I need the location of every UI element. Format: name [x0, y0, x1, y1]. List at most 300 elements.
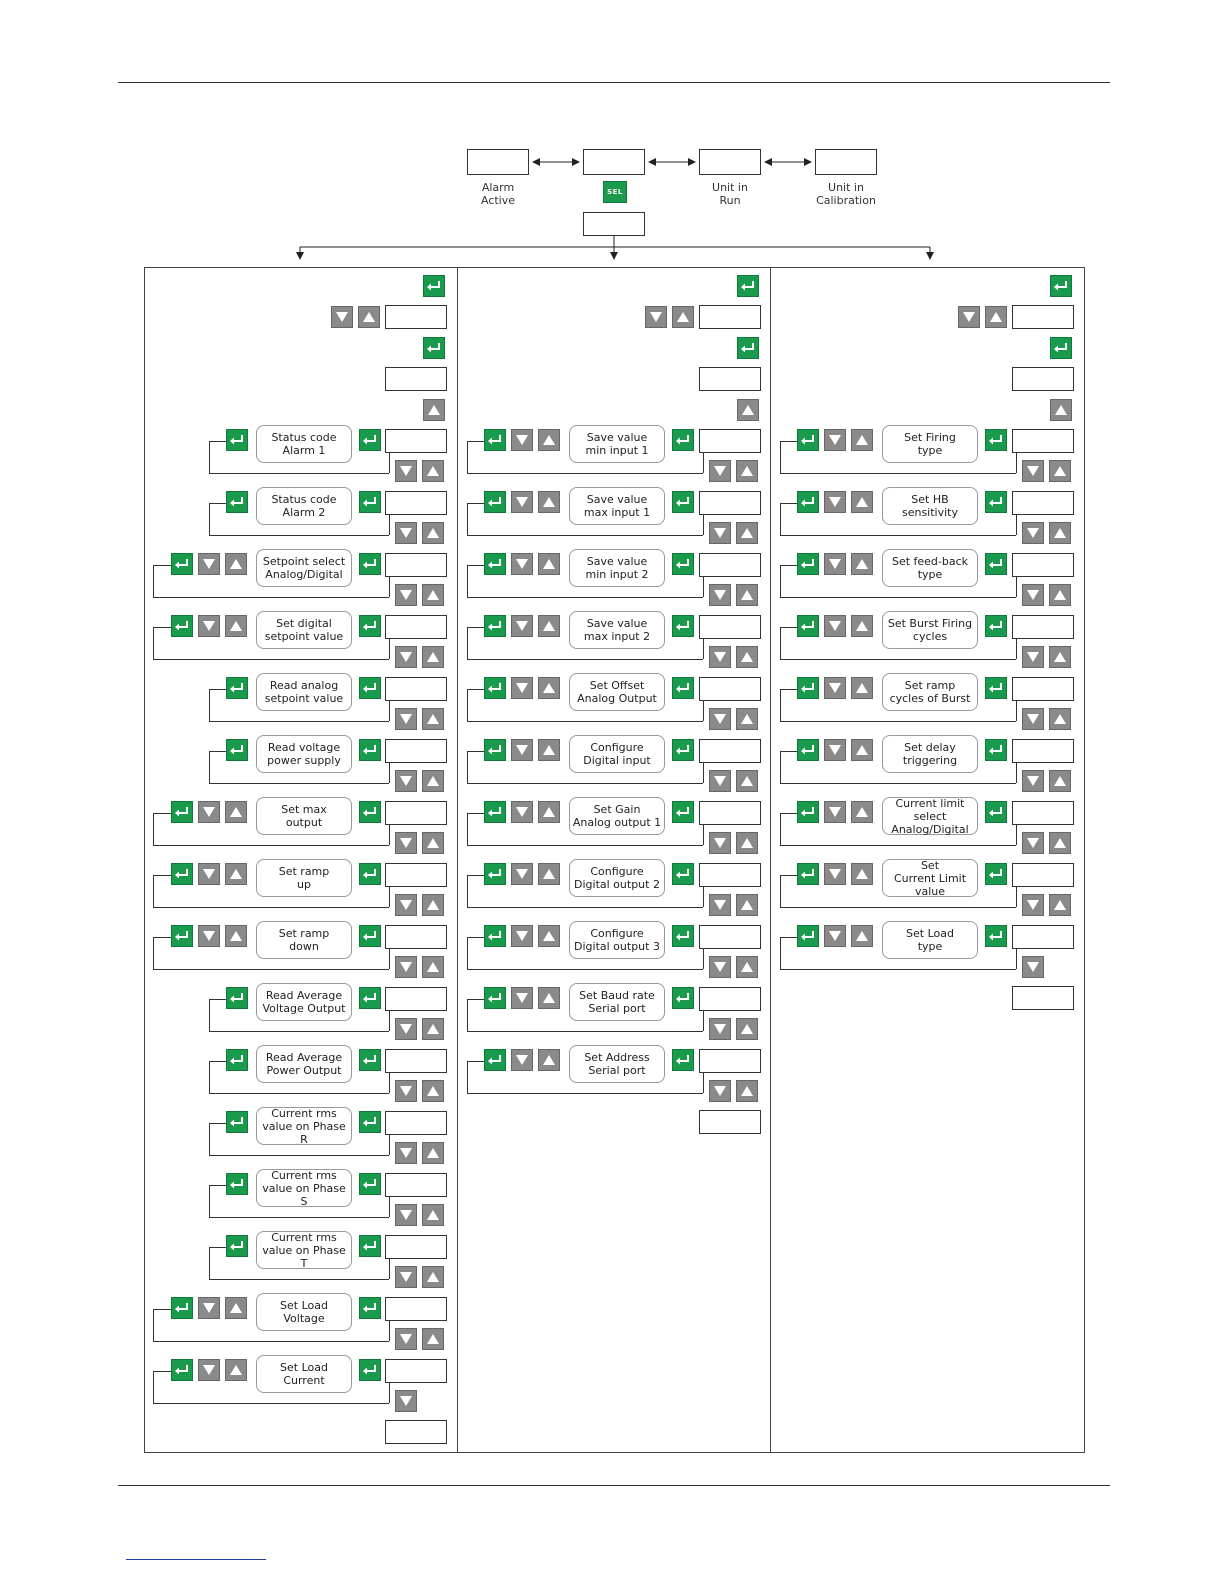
enter-button[interactable] [797, 863, 819, 885]
enter-button[interactable] [672, 863, 694, 885]
down-arrow-button[interactable] [709, 894, 731, 916]
enter-button[interactable] [171, 615, 193, 637]
menu-item[interactable]: Setpoint select Analog/Digital [256, 549, 352, 587]
enter-button[interactable] [672, 429, 694, 451]
down-arrow-button[interactable] [824, 677, 846, 699]
down-arrow-button[interactable] [511, 987, 533, 1009]
down-arrow-button[interactable] [958, 306, 980, 328]
up-arrow-icon [542, 806, 556, 818]
display-box [385, 1235, 447, 1259]
enter-button[interactable] [359, 1173, 381, 1195]
up-arrow-button[interactable] [422, 1080, 444, 1102]
enter-button[interactable] [985, 677, 1007, 699]
up-arrow-button[interactable] [422, 460, 444, 482]
up-arrow-button[interactable] [422, 708, 444, 730]
menu-item[interactable]: Read Average Power Output [256, 1045, 352, 1083]
down-arrow-icon [828, 806, 842, 818]
up-arrow-button[interactable] [851, 553, 873, 575]
down-arrow-button[interactable] [824, 553, 846, 575]
enter-button[interactable] [672, 987, 694, 1009]
enter-button[interactable] [359, 615, 381, 637]
menu-item[interactable]: Set Address Serial port [569, 1045, 665, 1083]
enter-button[interactable] [797, 615, 819, 637]
enter-button[interactable] [797, 491, 819, 513]
enter-icon [362, 619, 378, 633]
menu-item[interactable]: Set Current Limit value [882, 859, 978, 897]
down-arrow-button[interactable] [395, 646, 417, 668]
footer-link-underline[interactable] [126, 1559, 266, 1560]
menu-item[interactable]: Set ramp down [256, 921, 352, 959]
enter-button[interactable] [484, 987, 506, 1009]
down-arrow-button[interactable] [1022, 584, 1044, 606]
enter-button[interactable] [672, 553, 694, 575]
down-arrow-button[interactable] [198, 1297, 220, 1319]
enter-button[interactable] [226, 1235, 248, 1257]
up-arrow-button[interactable] [851, 677, 873, 699]
up-arrow-button[interactable] [422, 770, 444, 792]
loop-line-bottom [780, 659, 1016, 660]
enter-button[interactable] [359, 553, 381, 575]
down-arrow-button[interactable] [645, 306, 667, 328]
enter-button[interactable] [484, 615, 506, 637]
menu-item[interactable]: Set Load type [882, 921, 978, 959]
up-arrow-icon [740, 961, 754, 973]
down-arrow-button[interactable] [511, 1049, 533, 1071]
menu-item[interactable]: Set Load Current [256, 1355, 352, 1393]
enter-button[interactable] [484, 801, 506, 823]
up-arrow-button[interactable] [1049, 522, 1071, 544]
down-arrow-button[interactable] [1022, 956, 1044, 978]
up-arrow-button[interactable] [672, 306, 694, 328]
down-arrow-button[interactable] [709, 584, 731, 606]
menu-item[interactable]: Set ramp up [256, 859, 352, 897]
enter-button[interactable] [985, 739, 1007, 761]
enter-button[interactable] [359, 1359, 381, 1381]
loop-line-bottom [467, 721, 703, 722]
enter-button[interactable] [171, 1359, 193, 1381]
down-arrow-button[interactable] [198, 925, 220, 947]
down-arrow-icon [1026, 527, 1040, 539]
loop-line-bottom [209, 1093, 389, 1094]
down-arrow-button[interactable] [709, 1018, 731, 1040]
down-arrow-button[interactable] [824, 739, 846, 761]
enter-button[interactable] [359, 1049, 381, 1071]
menu-item[interactable]: Current rms value on Phase R [256, 1107, 352, 1145]
up-arrow-button[interactable] [736, 1080, 758, 1102]
enter-button[interactable] [797, 801, 819, 823]
enter-button[interactable] [985, 429, 1007, 451]
enter-button[interactable] [171, 863, 193, 885]
down-arrow-button[interactable] [1022, 832, 1044, 854]
down-arrow-button[interactable] [395, 832, 417, 854]
down-arrow-button[interactable] [824, 429, 846, 451]
menu-item[interactable]: Read analog setpoint value [256, 673, 352, 711]
up-arrow-button[interactable] [225, 553, 247, 575]
menu-item[interactable]: Set feed-back type [882, 549, 978, 587]
down-arrow-button[interactable] [1022, 460, 1044, 482]
menu-item[interactable]: Configure Digital output 3 [569, 921, 665, 959]
up-arrow-button[interactable] [225, 925, 247, 947]
up-arrow-button[interactable] [736, 522, 758, 544]
enter-button[interactable] [226, 987, 248, 1009]
up-arrow-button[interactable] [737, 399, 759, 421]
enter-button[interactable] [484, 677, 506, 699]
down-arrow-button[interactable] [824, 615, 846, 637]
enter-button[interactable] [672, 491, 694, 513]
up-arrow-button[interactable] [985, 306, 1007, 328]
up-arrow-button[interactable] [736, 770, 758, 792]
up-arrow-button[interactable] [422, 1328, 444, 1350]
down-arrow-button[interactable] [395, 1142, 417, 1164]
up-arrow-button[interactable] [225, 615, 247, 637]
down-arrow-button[interactable] [511, 739, 533, 761]
down-arrow-icon [399, 775, 413, 787]
down-arrow-button[interactable] [198, 553, 220, 575]
up-arrow-button[interactable] [851, 801, 873, 823]
state-label: Alarm Active [480, 181, 516, 207]
down-arrow-button[interactable] [1022, 522, 1044, 544]
menu-item[interactable]: Set Load Voltage [256, 1293, 352, 1331]
up-arrow-button[interactable] [1049, 584, 1071, 606]
menu-item[interactable]: Current rms value on Phase S [256, 1169, 352, 1207]
down-arrow-button[interactable] [395, 708, 417, 730]
up-arrow-button[interactable] [225, 801, 247, 823]
enter-button[interactable] [171, 801, 193, 823]
up-arrow-button[interactable] [1050, 399, 1072, 421]
enter-button[interactable] [737, 275, 759, 297]
down-arrow-button[interactable] [198, 801, 220, 823]
down-arrow-button[interactable] [198, 1359, 220, 1381]
up-arrow-button[interactable] [538, 987, 560, 1009]
down-arrow-button[interactable] [709, 522, 731, 544]
enter-button[interactable] [672, 677, 694, 699]
enter-button[interactable] [226, 1111, 248, 1133]
menu-item[interactable]: Set ramp cycles of Burst [882, 673, 978, 711]
enter-button[interactable] [226, 739, 248, 761]
up-arrow-icon [426, 1023, 440, 1035]
down-arrow-button[interactable] [1022, 708, 1044, 730]
loop-line-left [467, 751, 468, 783]
enter-button[interactable] [985, 925, 1007, 947]
enter-button[interactable] [672, 925, 694, 947]
down-arrow-button[interactable] [395, 460, 417, 482]
menu-item[interactable]: Set Firing type [882, 425, 978, 463]
menu-item[interactable]: Set HB sensitivity [882, 487, 978, 525]
enter-button[interactable] [737, 337, 759, 359]
up-arrow-button[interactable] [1049, 770, 1071, 792]
enter-button[interactable] [672, 739, 694, 761]
up-arrow-icon [740, 713, 754, 725]
up-arrow-button[interactable] [851, 863, 873, 885]
enter-button[interactable] [484, 925, 506, 947]
up-arrow-icon [740, 1085, 754, 1097]
down-arrow-button[interactable] [511, 863, 533, 885]
enter-icon [174, 929, 190, 943]
up-arrow-button[interactable] [225, 863, 247, 885]
down-arrow-button[interactable] [511, 925, 533, 947]
menu-item[interactable]: Current limit select Analog/Digital [882, 797, 978, 835]
menu-item[interactable]: Save value max input 2 [569, 611, 665, 649]
menu-item[interactable]: Set Burst Firing cycles [882, 611, 978, 649]
loop-line-right [389, 1073, 390, 1093]
enter-button[interactable] [171, 925, 193, 947]
enter-button[interactable] [359, 1235, 381, 1257]
down-arrow-button[interactable] [198, 863, 220, 885]
up-arrow-button[interactable] [422, 1142, 444, 1164]
down-arrow-icon [399, 589, 413, 601]
enter-button[interactable] [672, 801, 694, 823]
up-arrow-button[interactable] [538, 801, 560, 823]
enter-button[interactable] [484, 491, 506, 513]
down-arrow-icon [713, 775, 727, 787]
up-arrow-button[interactable] [736, 894, 758, 916]
enter-button[interactable] [484, 1049, 506, 1071]
enter-button[interactable] [484, 429, 506, 451]
enter-icon [174, 557, 190, 571]
down-arrow-icon [399, 1023, 413, 1035]
down-arrow-button[interactable] [511, 553, 533, 575]
up-arrow-button[interactable] [422, 832, 444, 854]
up-arrow-button[interactable] [851, 429, 873, 451]
display-box [385, 1420, 447, 1444]
menu-item[interactable]: Set delay triggering [882, 735, 978, 773]
enter-button[interactable] [985, 615, 1007, 637]
display-box [1012, 615, 1074, 639]
menu-item[interactable]: Save value min input 1 [569, 425, 665, 463]
up-arrow-icon [740, 651, 754, 663]
down-arrow-button[interactable] [709, 460, 731, 482]
enter-button[interactable] [797, 739, 819, 761]
up-arrow-button[interactable] [422, 1266, 444, 1288]
enter-button[interactable] [359, 1111, 381, 1133]
down-arrow-button[interactable] [395, 956, 417, 978]
up-arrow-button[interactable] [1049, 646, 1071, 668]
down-arrow-button[interactable] [395, 1080, 417, 1102]
up-arrow-button[interactable] [422, 522, 444, 544]
up-arrow-button[interactable] [538, 863, 560, 885]
loop-line-top [780, 751, 797, 752]
down-arrow-button[interactable] [709, 956, 731, 978]
enter-button[interactable] [797, 429, 819, 451]
down-arrow-button[interactable] [511, 491, 533, 513]
down-arrow-button[interactable] [824, 491, 846, 513]
enter-icon [362, 681, 378, 695]
enter-button[interactable] [359, 863, 381, 885]
menu-item[interactable]: Status code Alarm 1 [256, 425, 352, 463]
up-arrow-button[interactable] [422, 584, 444, 606]
loop-line-top [153, 875, 171, 876]
enter-button[interactable] [985, 491, 1007, 513]
enter-button[interactable] [359, 925, 381, 947]
up-arrow-icon [1053, 651, 1067, 663]
down-arrow-button[interactable] [395, 1266, 417, 1288]
enter-button[interactable] [359, 429, 381, 451]
enter-button[interactable] [226, 677, 248, 699]
enter-button[interactable] [226, 429, 248, 451]
down-arrow-icon [399, 713, 413, 725]
up-arrow-button[interactable] [358, 306, 380, 328]
loop-line-right [703, 1011, 704, 1031]
down-arrow-button[interactable] [395, 894, 417, 916]
up-arrow-button[interactable] [538, 491, 560, 513]
enter-icon [362, 1177, 378, 1191]
menu-item[interactable]: Set max output [256, 797, 352, 835]
enter-button[interactable] [226, 491, 248, 513]
down-arrow-button[interactable] [511, 615, 533, 637]
down-arrow-button[interactable] [331, 306, 353, 328]
up-arrow-button[interactable] [538, 1049, 560, 1071]
up-arrow-button[interactable] [422, 1018, 444, 1040]
enter-button[interactable] [672, 1049, 694, 1071]
enter-icon [174, 619, 190, 633]
up-arrow-button[interactable] [736, 708, 758, 730]
down-arrow-button[interactable] [395, 1204, 417, 1226]
down-arrow-button[interactable] [709, 646, 731, 668]
footer-rule [118, 1485, 1110, 1486]
display-box [699, 1110, 761, 1134]
up-arrow-button[interactable] [736, 646, 758, 668]
menu-item[interactable]: Current rms value on Phase T [256, 1231, 352, 1269]
down-arrow-button[interactable] [709, 1080, 731, 1102]
up-arrow-button[interactable] [851, 739, 873, 761]
down-arrow-button[interactable] [709, 708, 731, 730]
down-arrow-button[interactable] [709, 770, 731, 792]
enter-button[interactable] [797, 553, 819, 575]
loop-line-right [389, 639, 390, 659]
up-arrow-button[interactable] [225, 1297, 247, 1319]
enter-button[interactable] [484, 863, 506, 885]
up-arrow-button[interactable] [1049, 708, 1071, 730]
up-arrow-button[interactable] [538, 739, 560, 761]
sel-button[interactable]: SEL [603, 181, 627, 203]
enter-button[interactable] [359, 739, 381, 761]
enter-icon [229, 433, 245, 447]
up-arrow-button[interactable] [851, 491, 873, 513]
down-arrow-icon [202, 806, 216, 818]
enter-button[interactable] [359, 677, 381, 699]
up-arrow-button[interactable] [538, 615, 560, 637]
up-arrow-button[interactable] [736, 832, 758, 854]
display-box [699, 491, 761, 515]
down-arrow-button[interactable] [709, 832, 731, 854]
enter-button[interactable] [985, 801, 1007, 823]
down-arrow-button[interactable] [511, 677, 533, 699]
menu-item[interactable]: Configure Digital output 2 [569, 859, 665, 897]
enter-button[interactable] [359, 491, 381, 513]
enter-button[interactable] [423, 337, 445, 359]
enter-button[interactable] [484, 739, 506, 761]
menu-item[interactable]: Configure Digital input [569, 735, 665, 773]
down-arrow-button[interactable] [395, 584, 417, 606]
up-arrow-button[interactable] [736, 956, 758, 978]
enter-icon [800, 495, 816, 509]
menu-item[interactable]: Set Gain Analog output 1 [569, 797, 665, 835]
up-arrow-button[interactable] [422, 894, 444, 916]
up-arrow-button[interactable] [422, 1204, 444, 1226]
enter-button[interactable] [226, 1173, 248, 1195]
up-arrow-button[interactable] [736, 460, 758, 482]
menu-item[interactable]: Set Offset Analog Output [569, 673, 665, 711]
enter-button[interactable] [985, 553, 1007, 575]
enter-icon [675, 867, 691, 881]
down-arrow-icon [962, 311, 976, 323]
enter-button[interactable] [797, 925, 819, 947]
enter-button[interactable] [423, 275, 445, 297]
up-arrow-button[interactable] [851, 925, 873, 947]
enter-button[interactable] [359, 987, 381, 1009]
enter-button[interactable] [226, 1049, 248, 1071]
up-arrow-button[interactable] [422, 646, 444, 668]
up-arrow-button[interactable] [736, 584, 758, 606]
menu-item[interactable]: Read Average Voltage Output [256, 983, 352, 1021]
loop-line-left [780, 751, 781, 783]
down-arrow-button[interactable] [1022, 646, 1044, 668]
enter-button[interactable] [985, 863, 1007, 885]
down-arrow-icon [515, 868, 529, 880]
down-arrow-icon [202, 868, 216, 880]
up-arrow-icon [426, 1147, 440, 1159]
up-arrow-button[interactable] [538, 925, 560, 947]
up-arrow-button[interactable] [851, 615, 873, 637]
down-arrow-button[interactable] [511, 801, 533, 823]
menu-item[interactable]: Save value max input 1 [569, 487, 665, 525]
down-arrow-button[interactable] [1022, 770, 1044, 792]
menu-item[interactable]: Set Baud rate Serial port [569, 983, 665, 1021]
up-arrow-button[interactable] [225, 1359, 247, 1381]
menu-item[interactable]: Read voltage power supply [256, 735, 352, 773]
up-arrow-icon [740, 1023, 754, 1035]
down-arrow-button[interactable] [395, 1328, 417, 1350]
down-arrow-button[interactable] [395, 522, 417, 544]
down-arrow-button[interactable] [824, 925, 846, 947]
up-arrow-button[interactable] [1049, 460, 1071, 482]
enter-button[interactable] [484, 553, 506, 575]
enter-button[interactable] [797, 677, 819, 699]
up-arrow-button[interactable] [538, 677, 560, 699]
down-arrow-button[interactable] [198, 615, 220, 637]
up-arrow-button[interactable] [736, 1018, 758, 1040]
up-arrow-button[interactable] [1049, 894, 1071, 916]
enter-button[interactable] [1050, 275, 1072, 297]
down-arrow-button[interactable] [824, 863, 846, 885]
menu-item[interactable]: Set digital setpoint value [256, 611, 352, 649]
down-arrow-button[interactable] [395, 770, 417, 792]
menu-item[interactable]: Save value min input 2 [569, 549, 665, 587]
up-arrow-button[interactable] [1049, 832, 1071, 854]
up-arrow-button[interactable] [423, 399, 445, 421]
down-arrow-button[interactable] [511, 429, 533, 451]
down-arrow-button[interactable] [395, 1018, 417, 1040]
enter-button[interactable] [359, 1297, 381, 1319]
down-arrow-button[interactable] [395, 1390, 417, 1412]
menu-item[interactable]: Status code Alarm 2 [256, 487, 352, 525]
enter-button[interactable] [171, 553, 193, 575]
down-arrow-button[interactable] [824, 801, 846, 823]
loop-line-right [389, 1197, 390, 1217]
enter-button[interactable] [672, 615, 694, 637]
up-arrow-button[interactable] [538, 553, 560, 575]
enter-icon [800, 743, 816, 757]
enter-button[interactable] [1050, 337, 1072, 359]
loop-line-right [389, 763, 390, 783]
up-arrow-button[interactable] [538, 429, 560, 451]
enter-button[interactable] [171, 1297, 193, 1319]
display-box [385, 863, 447, 887]
loop-line-bottom [209, 473, 389, 474]
up-arrow-button[interactable] [422, 956, 444, 978]
enter-button[interactable] [359, 801, 381, 823]
down-arrow-button[interactable] [1022, 894, 1044, 916]
